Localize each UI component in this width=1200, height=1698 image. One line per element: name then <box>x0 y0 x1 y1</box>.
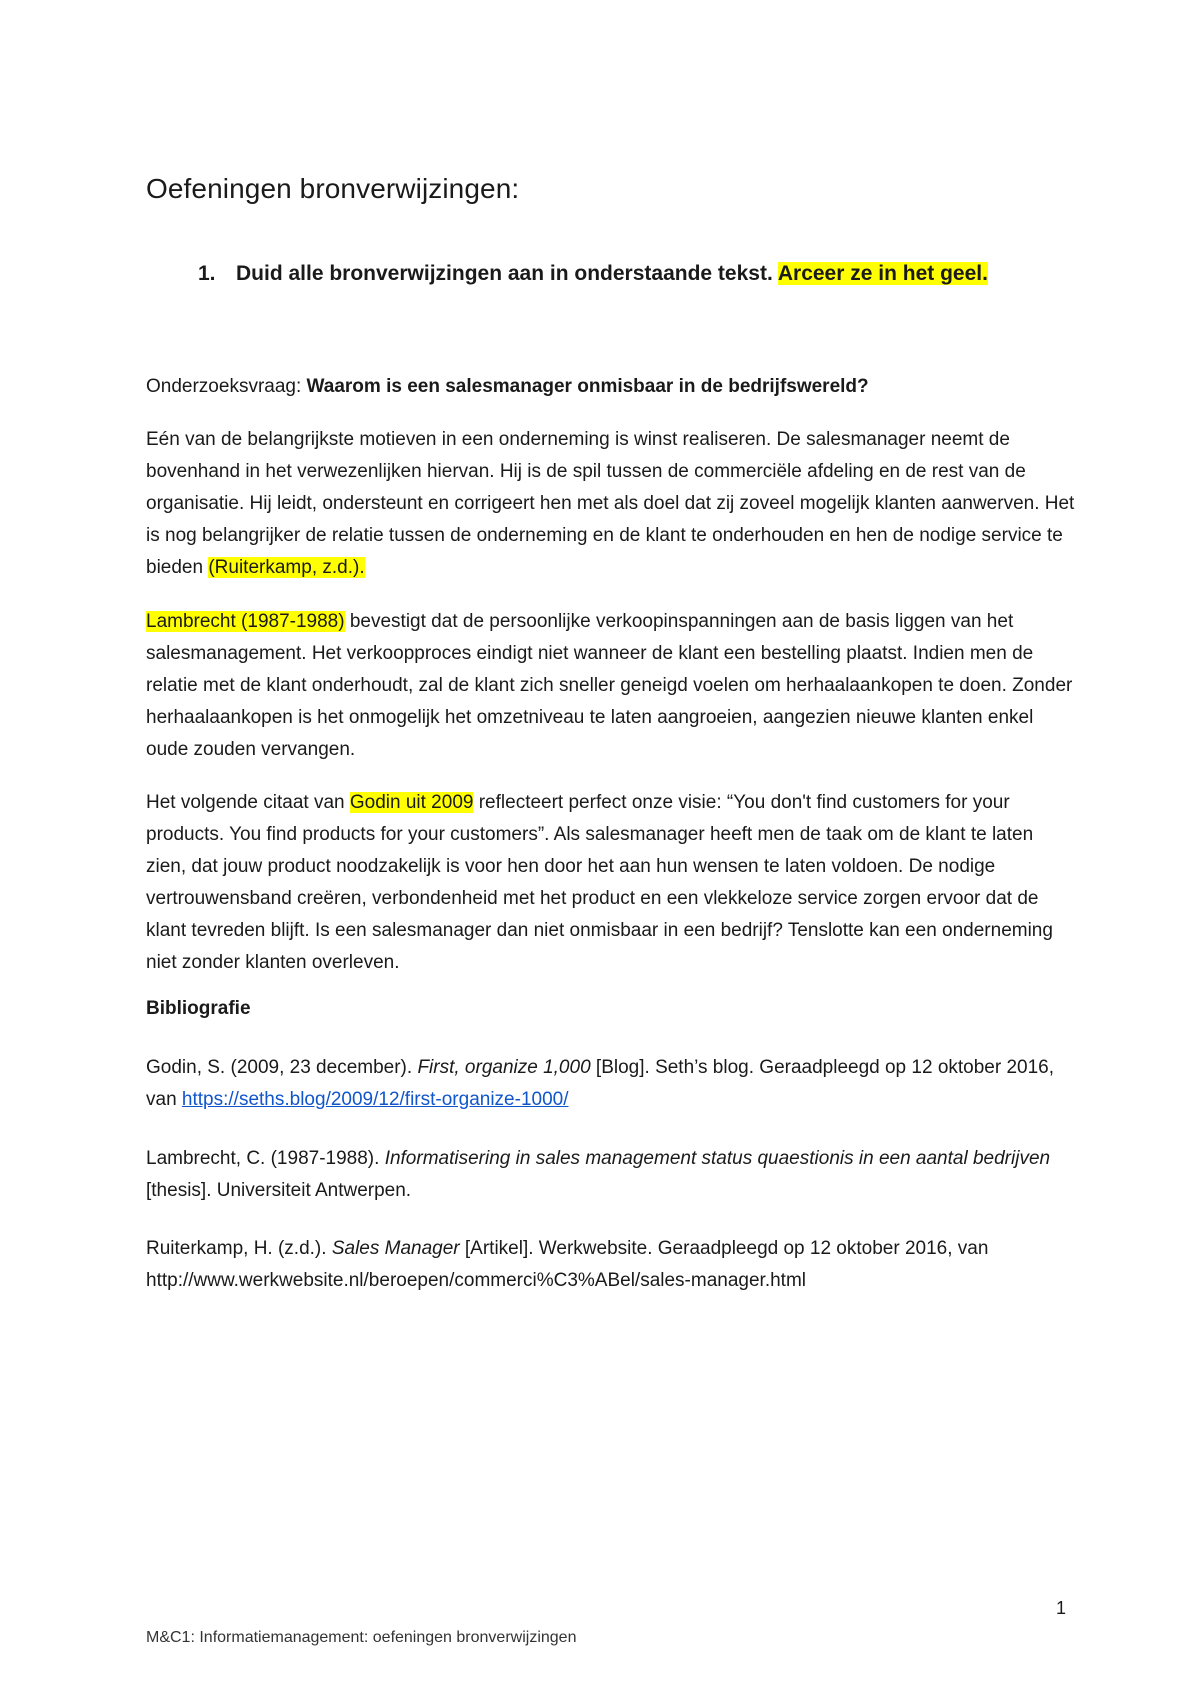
bib-entry-2-rest: [thesis]. Universiteit Antwerpen. <box>146 1180 412 1201</box>
page-footer: M&C1: Informatiemanagement: oefeningen bronverwijzingen <box>146 1629 577 1646</box>
bib-entry-1-rest: [Blog]. Seth’s blog. Geraadpleegd op 12 oktober 2016, van <box>146 1057 1055 1110</box>
paragraph-3 <box>146 787 1076 979</box>
task-number: 1. <box>198 262 216 285</box>
bibliography-entry-lambrecht <box>146 1143 1076 1207</box>
bib-entry-3-title: Sales Manager <box>331 1238 460 1259</box>
question-text: Waarom is een salesmanager onmisbaar in de bedrijfswereld? <box>306 376 869 397</box>
page-number: 1 <box>1056 1598 1067 1618</box>
task-text: Duid alle bronverwijzingen aan in onderstaande tekst. <box>236 262 773 285</box>
bibliography-entry-ruiterkamp <box>146 1233 1076 1297</box>
paragraph-2-text: bevestigt dat de persoonlijke verkoopinspanningen aan de basis liggen van het salesmanagement. Het verkoopproces eindigt niet wanneer de klant een bestelling plaatst. Indien men de relatie met de klant onderhoudt, zal de klant zich sneller geneigd voelen om herhaalaankopen te doen. Zonder herhaalaankopen is het onmogelijk het omzetniveau te laten aangroeien, aangezien nieuwe klanten enkel oude zouden vervangen. <box>146 611 1073 760</box>
research-question <box>146 371 1076 403</box>
bib-entry-1-title: First, organize 1,000 <box>417 1057 591 1078</box>
task-item <box>198 258 1056 290</box>
citation-lambrecht: Lambrecht (1987-1988) <box>146 611 345 632</box>
bib-entry-1-author: Godin, S. (2009, 23 december). <box>146 1057 413 1078</box>
citation-godin: Godin uit 2009 <box>349 792 474 813</box>
paragraph-1 <box>146 424 1076 584</box>
paragraph-1-text: Eén van de belangrijkste motieven in een onderneming is winst realiseren. De salesmanager neemt de bovenhand in het verwezenlijken hiervan. Hij is de spil tussen de commerciële afdeling en de rest van de organisatie. Hij leidt, ondersteunt en corrigeert hen met als doel dat zij zoveel mogelijk klanten aanwerven. Het is nog belangrijker de relatie tussen de onderneming en de klant te onderhouden en hen de nodige service te bieden <box>146 429 1075 578</box>
paragraph-3-after: reflecteert perfect onze visie: “You don't find customers for your products. You find products for your customers”. Als salesmanager heeft men de taak om de klant te laten zien, dat jouw product noodzakelijk is voor hen door het aan hun wensen te laten voldoen. De nodige vertrouwensband creëren, verbondenheid met het product en een vlekkeloze service zorgen ervoor dat de klant tevreden blijft. Is een salesmanager dan niet onmisbaar in een bedrijf? Tenslotte kan een onderneming niet zonder klanten overleven. <box>146 792 1053 973</box>
bib-entry-2-title: Informatisering in sales management status quaestionis in een aantal bedrijven <box>384 1148 1051 1169</box>
bib-entry-3-author: Ruiterkamp, H. (z.d.). <box>146 1238 327 1259</box>
bib-entry-2-author: Lambrecht, C. (1987-1988). <box>146 1148 380 1169</box>
paragraph-3-before: Het volgende citaat van <box>146 792 345 813</box>
citation-ruiterkamp: (Ruiterkamp, z.d.). <box>208 557 365 578</box>
bib-entry-1-link[interactable]: https://seths.blog/2009/12/first-organize-1000/ <box>181 1089 569 1110</box>
question-label: Onderzoeksvraag: <box>146 376 302 397</box>
bibliography-entry-godin <box>146 1052 1076 1116</box>
bib-entry-3-rest: [Artikel]. Werkwebsite. Geraadpleegd op 12 oktober 2016, van http://www.werkwebsite.nl/beroepen/commerci%C3%ABel/sales-manager.html <box>146 1238 989 1291</box>
paragraph-2 <box>146 606 1076 766</box>
bibliography-heading: Bibliografie <box>146 998 251 1019</box>
task-highlight: Arceer ze in het geel. <box>777 262 988 285</box>
document-title: Oefeningen bronverwijzingen: <box>146 173 520 204</box>
